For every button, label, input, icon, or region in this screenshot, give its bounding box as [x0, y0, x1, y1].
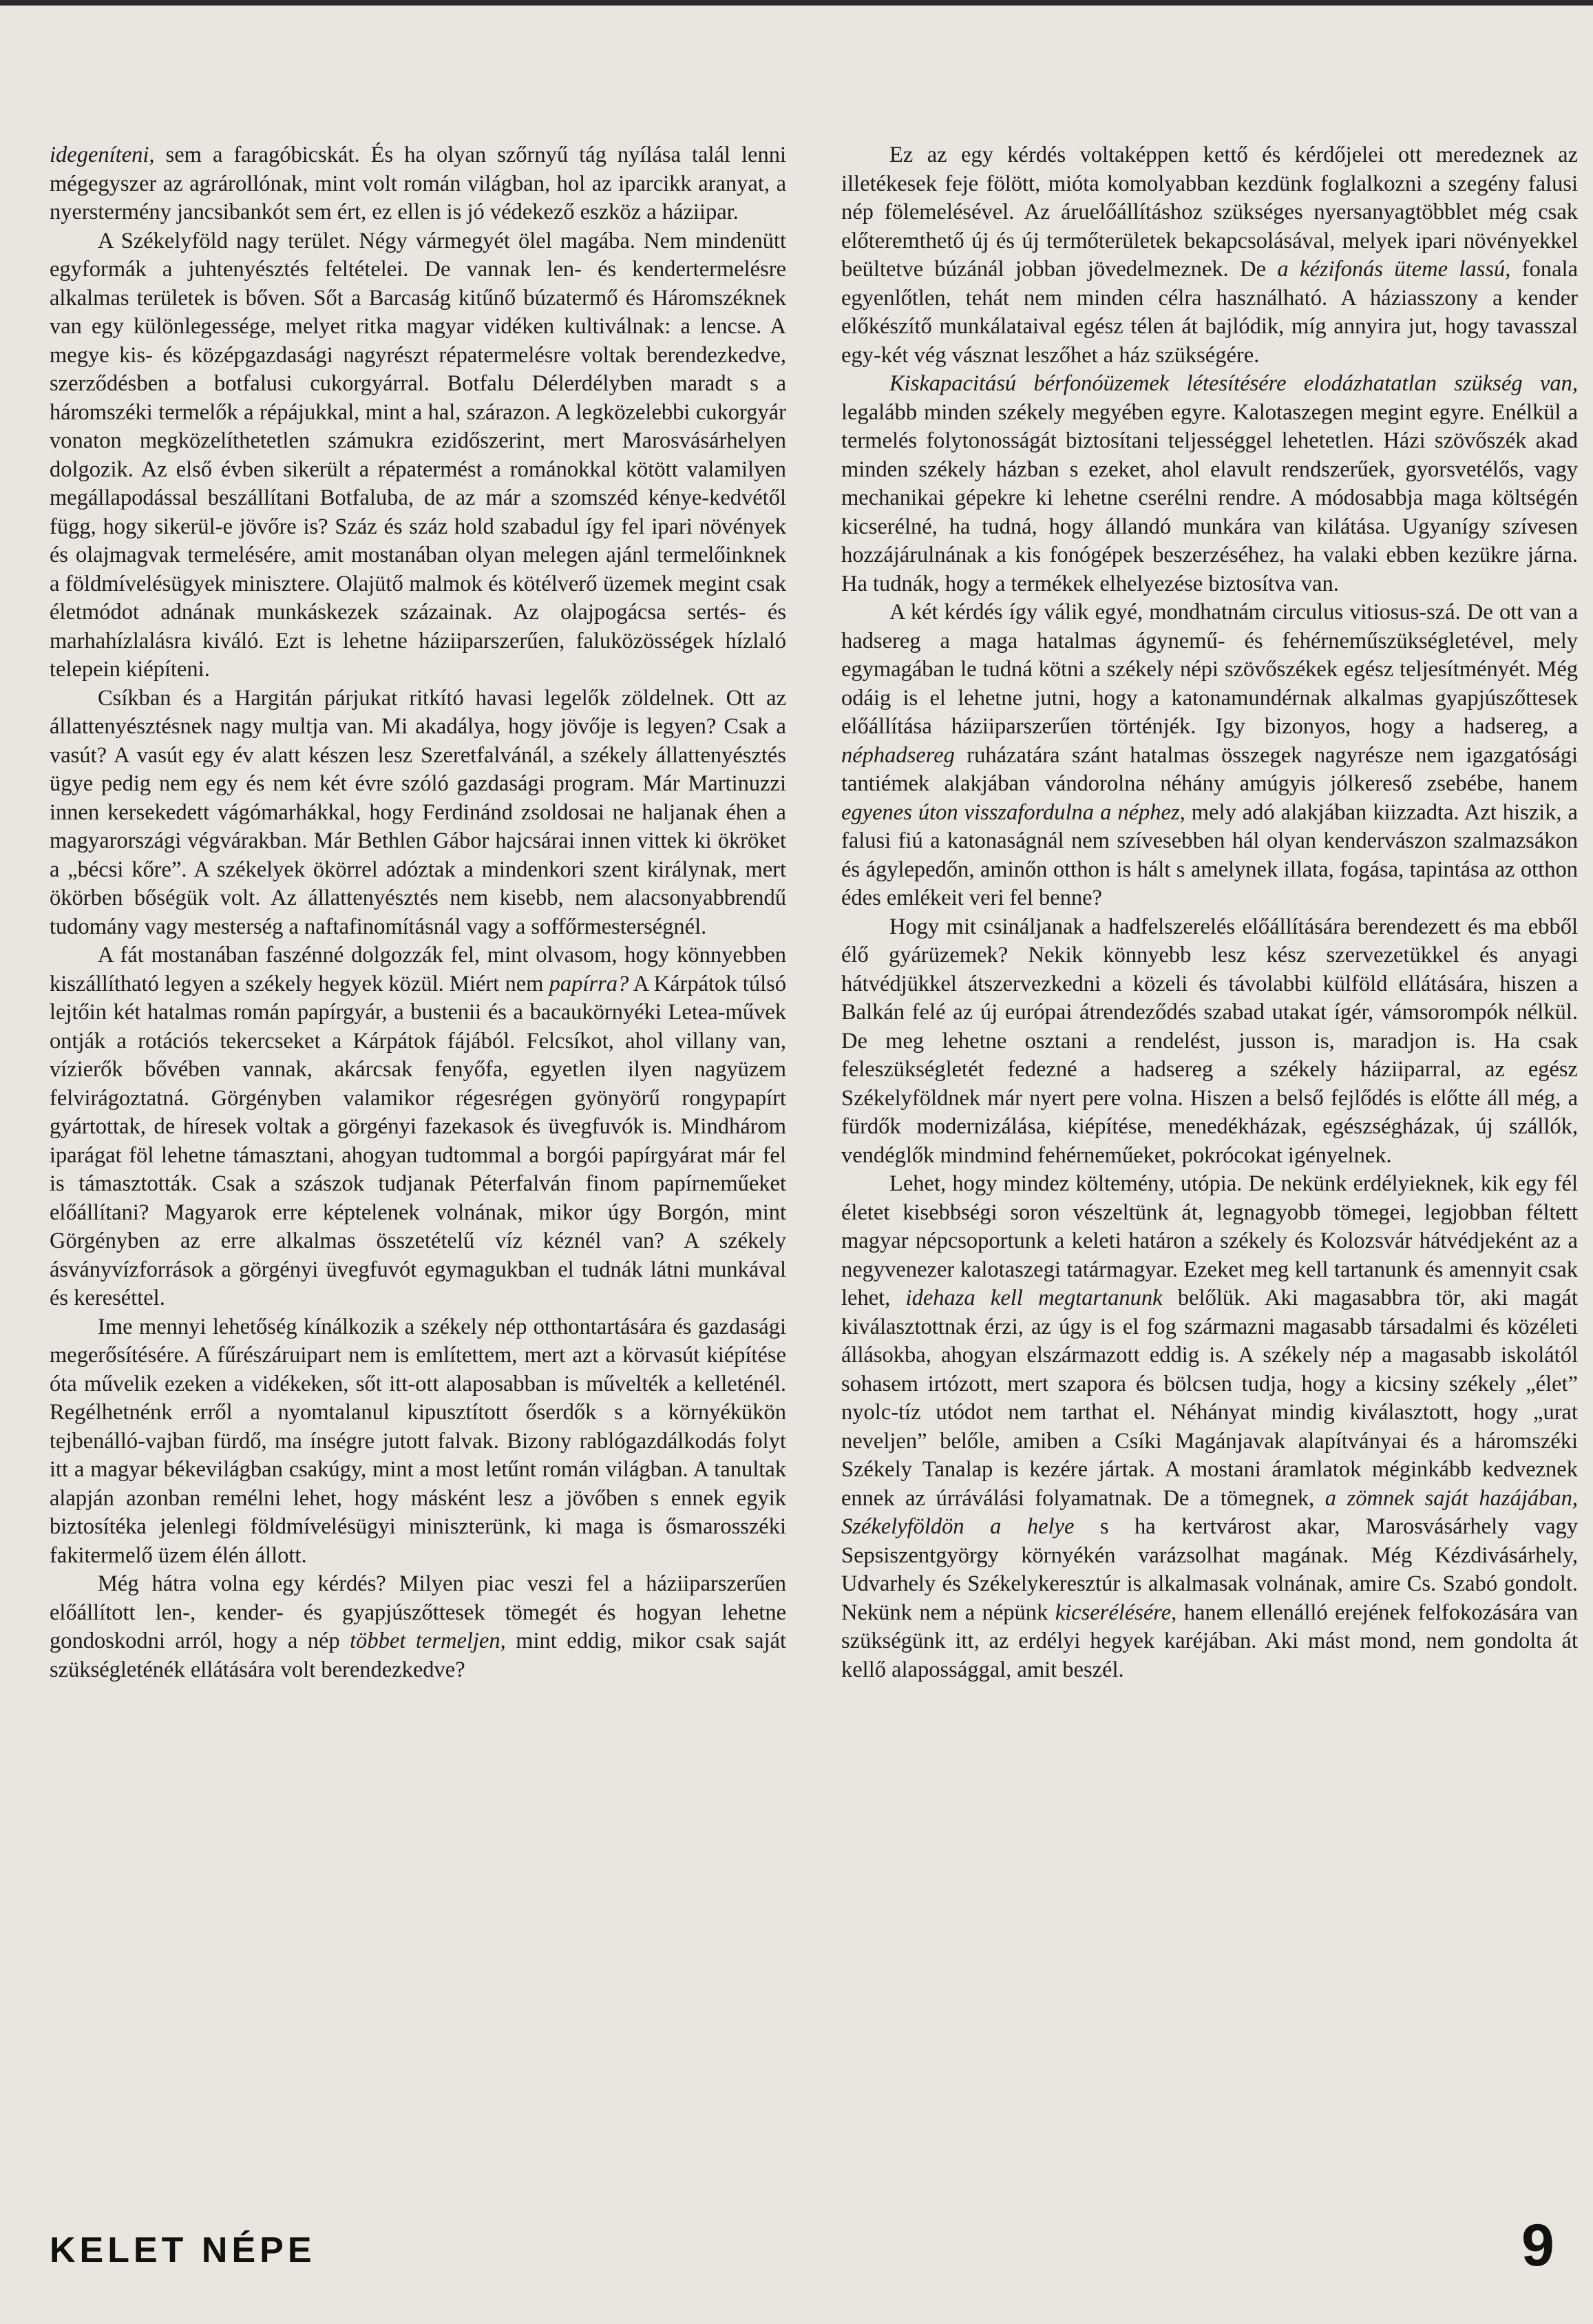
paragraph: [50, 941, 786, 1313]
text-run: A két kérdés így válik egyé, mondhatnám circulus vitiosus-szá. De ott van a hadsereg a maga hatalmas ágynemű- és fehérneműszükségletével, mely egymagában le tudná kötni a székely népi szövőszékek egész teljesítményét. Még odáig is el lehetne jutni, hogy a katonamundérnak alkalmas gyapjúszőttesek előállítása háziiparszerűen történjék. Igy bizonyos, hogy a hadsereg, a: [841, 600, 1578, 739]
paragraph: [841, 598, 1578, 913]
publication-title: KELET NÉPE: [50, 2230, 316, 2270]
italic-text: a kézifonás üteme lassú,: [1277, 257, 1511, 282]
paragraph: [841, 1170, 1578, 1684]
paragraph: [50, 1570, 786, 1684]
page-number: 9: [1521, 2212, 1554, 2279]
text-run: A Székelyföld nagy terület. Négy vármegyét ölel magába. Nem mindenütt egyformák a juhtenyésztés feltételei. De vannak len- és kendertermelésre alkalmas területek is bőven. Sőt a Barcaság kitűnő búzatermő és Háromszéknek van egy különlegessége, melyet ritka magyar vidéken kultiválnak: a lencse. A megye kis- és középgazdasági nagyrészt répatermelésre voltak berendezkedve, szerződésben a botfalusi cukorgyárral. Botfalu Délerdélyben maradt s a háromszéki termelők a répájukkal, mint a hal, szárazon. A legközelebbi cukorgyár vonaton megközelíthetetlen számukra ezidőszerint, mert Marosvásárhelyen dolgozik. Az első évben sikerült a répatermést a románokkal kötött valamilyen megállapodással beszállítani Botfaluba, de az már a szomszéd kénye-kedvétől függ, hogy sikerül-e jövőre is? Száz és száz hold szabadul így fel ipari növények és olajmagvak termelésére, amit mostanában olyan melegen ajánl termelőinknek a földmívelésügyek minisztere. Olajütő malmok és kötélverő üzemek megint csak életmódot adnának munkáskezek százainak. Az olajpogácsa sertés- és marhahízlalásra kiváló. Ezt is lehetne háziiparszerűen, faluközösségek hízlaló telepein kiépíteni.: [50, 228, 786, 682]
left-text-column: [50, 141, 786, 2179]
italic-text: egyenes úton visszafordulna a néphez,: [841, 799, 1185, 825]
italic-text: többet termeljen,: [350, 1629, 506, 1653]
text-run: fonala egyenlőtlen, tehát nem minden célra használható. A háziasszony a kender előkészítő munkálataival egész télen át bajlódik, míg annyira jut, hogy tavasszal egy-két vég vásznat leszőhet a ház szükségére.: [841, 257, 1578, 368]
text-run: Még hátra volna egy kérdés? Milyen piac veszi fel a háziiparszerűen előállított len-, kender- és gyapjúszőttesek tömegét és hogyan lehetne gondoskodni arról, hogy a nép: [50, 1571, 786, 1653]
text-run: sem a faragóbicskát. És ha olyan szőrnyű tág nyílása talál lenni mégegyszer az agrárollónak, mint volt román világban, hol az iparcikk aranyat, a nyerstermény jancsibankót sem ért, ez ellen is jó védekező eszköz a háziipar.: [50, 143, 786, 224]
text-run: A fát mostanában faszénné dolgozzák fel, mint olvasom, hogy könnyebben kiszállítható legyen a székely hegyek közül. Miért nem: [50, 943, 786, 996]
italic-text: idehaza kell megtartanunk: [905, 1286, 1163, 1310]
text-run: Lehet, hogy mindez költemény, utópia. De nekünk erdélyieknek, kik egy fél életet kisebbségi soron vészeltünk át, legnagyobb tömegei, legjobban féltett magyar népcsoportunk a keleti határon a székely és Kolozsvár hátvédjeként az a negyvenezer kalotaszegi tatármagyar. Ezeket meg kell tartanunk és amennyit csak lehet,: [841, 1171, 1578, 1310]
right-text-column: [841, 141, 1578, 2179]
text-run: mint eddig, mikor csak saját szükségleténék ellátására volt berendezkedve?: [50, 1629, 786, 1682]
text-run: belőlük. Aki magasabbra tör, aki magát kiválasztottnak érzi, az úgy is el fog származni magasabb társadalmi és közéleti állásokba, ahogyan elszármazott eddig is. A székely nép a magasabb iskolától sohasem irtózott, mert szapora és bölcsen tudja, hogy a kicsiny székely „élet” nyolc-tíz utódot nem tarthat el. Néhányat mindig kiválasztott, hogy „urat neveljen” belőle, amiben a Csíki Magánjavak alapítványai és a háromszéki Székely Tanalap is kezére jártak. A mostani áramlatok méginkább kedveznek ennek az úrráválási folyamatnak. De a tömegnek,: [841, 1286, 1578, 1511]
paragraph: [50, 141, 786, 227]
italic-text: idegeníteni,: [50, 143, 155, 167]
paragraph: [841, 141, 1578, 370]
text-run: Csíkban és a Hargitán párjukat ritkító havasi legelők zöldelnek. Ott az állattenyésztésnek nagy multja van. Mi akadálya, hogy jövője is legyen? Csak a vasút? A vasút egy év alatt készen lesz Szeretfalvánál, a székely állattenyésztés ügye pedig nem egy és nem két évre szóló gazdasági program. Már Martinuzzi innen kersekedett vágómarhákkal, hogy Ferdinánd zsoldosai ne haljanak éhen a magyarországi végvárakban. Már Bethlen Gábor hajcsárai innen vittek ki ökröket a „bécsi kőre”. A székelyek ökörrel adóztak a mindenkori szent királynak, mert ökörben bőségük volt. Az állattenyésztés nem kisebb, nem alacsonyabbrendű tudomány vagy mesterség a naftafinomításnál vagy a soffőrmesterségnél.: [50, 685, 786, 939]
text-run: ruházatára szánt hatalmas összegek nagyrésze nem igazgatósági tantiémek alakjában vándorolna néhány amúgyis jólkereső zsebébe, hanem: [841, 742, 1578, 796]
text-run: s ha kertvárost akar, Marosvásárhely vagy Sepsiszentgyörgy környékén varázsolhat magának. Még Kézdivásárhely, Udvarhely és Székelykeresztúr is alkalmasak volnának, amire Cs. Szabó gondolt. Nekünk nem a népünk: [841, 1514, 1578, 1625]
paragraph: [841, 913, 1578, 1171]
italic-text: papírra?: [549, 971, 629, 996]
text-run: hanem ellenálló erejének felfokozására van szükségünk itt, az erdélyi hegyek karéjában. Aki mást mond, nem gondolta át kellő alapossággal, amit beszél.: [841, 1600, 1578, 1682]
text-run: mely adó alakjában kiizzadta. Azt hiszik, a falusi fiú a katonaságnál nem szívesebben hál olyan kendervászon szalmazsákon és ágylepedőn, aminőn otthon is hált s amelynek illata, fogása, tapintása az otthon édes emlékeit veri fel benne?: [841, 799, 1578, 910]
text-run: legalább minden székely megyében egyre. Kalotaszegen megint egyre. Enélkül a termelés folytonosságát biztosítani teljességgel lehetetlen. Házi szövőszék akad minden székely házban s ezeket, ahol elavult rendszerűek, gyorsvetélős, vagy mechanikai gépekre ki lehetne cserélni rendre. A módosabbja maga költségén kicserélné, ha tudná, hogy állandó munkára van kilátása. Ugyanígy szívesen hozzájárulnának a kis fonógépek beszerzéséhez, ha valaki ebben kezükre járna. Ha tudnák, hogy a termékek elhelyezése biztosítva van.: [841, 399, 1578, 596]
paragraph: [841, 370, 1578, 598]
text-run: A Kárpátok túlsó lejtőin két hatalmas román papírgyár, a bustenii és a bacaukörnyéki Letea-művek ontják a rotációs tekercseket a Kárpátok fájából. Felcsíkot, ahol villany van, vízierők bővében vannak, akárcsak fenyőfa, egyetlen ilyen nagyüzem felvirágoztatná. Görgényben valamikor régesrégen gyönyörű rongypapírt gyártottak, de híresek voltak a görgényi fazekasok és üvegfuvók is. Mindhárom iparágat föl lehetne támasztani, ahogyan tudtommal a borgói papírgyárat már fel is támasztották. Csak a szászok tudjanak Péterfalván finom papírneműeket előállítani? Magyarok erre képtelenek volnának, mikor úgy Borgón, mint Görgényben az erre alkalmas összetételű víz kéznél van? A székely ásványvízforrások a görgényi üvegfuvót egymagukban el tudnák látni munkával és kereséttel.: [50, 971, 786, 1310]
text-run: Hogy mit csináljanak a hadfelszerelés előállítására berendezett és ma ebből élő gyárüzemek? Nekik könnyebb lesz kész szervezetükkel és anyagi hátvédjükkel átszervezkedni a közeli és távolabbi külföld ellátására, hiszen a Balkán felé az új európai átrendeződés szabad utakat ígér, vámsorompók nélkül. De meg lehetne osztani a rendelést, jusson is, maradjon is. Ha csak feleszükségletét fedezné a hadsereg a székely háziiparral, az egész Székelyföldnek már nyert pere volna. Hiszen a belső fejlődés is előtte áll még, a fürdők modernizálása, kiépítése, menedékházak, egészségházak, új szállók, vendéglők mindmind fehérneműeket, pokrócokat igényelnek.: [841, 914, 1578, 1168]
top-border: [0, 0, 1593, 6]
paragraph: [50, 227, 786, 684]
italic-text: néphadsereg: [841, 742, 955, 768]
paragraph: [50, 1313, 786, 1571]
italic-text: a zömnek saját hazájában, Székelyföldön a helye: [841, 1485, 1578, 1539]
text-run: Ime mennyi lehetőség kínálkozik a székely nép otthontartására és gazdasági megerősítésére. A fűrészáruipart nem is említettem, mert azt a körvasút kiépítése óta művelik ezeken a vidékeken, sőt itt-ott alaposabban is művelték a kelleténél. Regélhetnénk erről a nyomtalanul kipusztított őserdők s a környékükön tejbenálló-vajban fürdő, ma ínségre jutott falvak. Bizony rablógazdálkodás folyt itt a magyar békevilágban csakúgy, mint a most letűnt román világban. A tanultak alapján azonban remélni lehet, hogy másként lesz a jövőben s ennek egyik biztosítéka jelenlegi földmívelésügyi miniszterünk, ki maga is ősmarosszéki fakitermelő üzem élén állott.: [50, 1314, 786, 1568]
paragraph: [50, 684, 786, 942]
italic-text: kicserélésére,: [1055, 1600, 1177, 1625]
italic-text: Kiskapacitású bérfonóüzemek létesítésére elodázhatatlan szükség van,: [889, 371, 1578, 396]
text-run: Ez az egy kérdés voltaképpen kettő és kérdőjelei ott meredeznek az illetékesek feje fölött, mióta komolyabban kezdünk foglalkozni a szegény falusi nép fölemelésével. Az áruelőállításhoz szükséges nyersanyagtöbblet még csak előteremthető új és új termőterületek bekapcsolásával, melyek ipari növényekkel beültetve búzánál jobban jövedelmeznek. De: [841, 143, 1578, 282]
